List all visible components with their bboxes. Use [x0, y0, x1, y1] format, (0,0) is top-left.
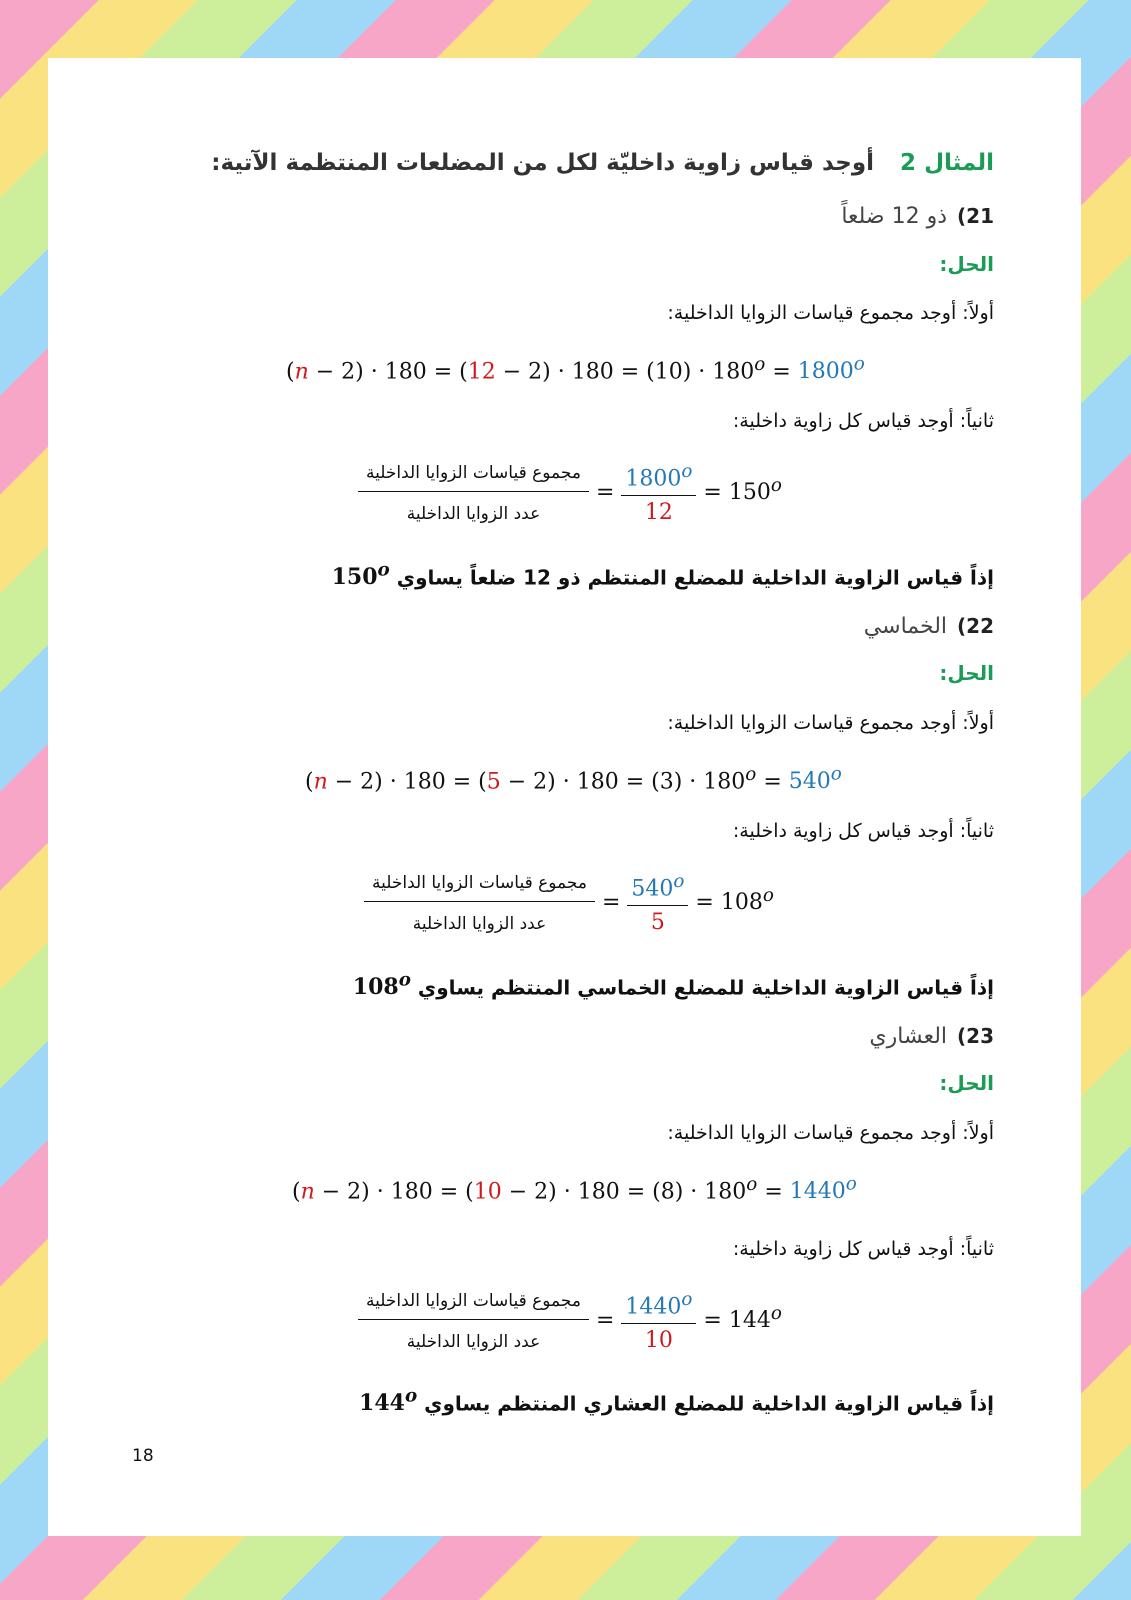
sum-value: 1440 — [789, 1179, 846, 1205]
step-one-text: أولاً: أوجد مجموع قياسات الزوايا الداخلية: — [667, 712, 994, 734]
fraction-denominator: عدد الزوايا الداخلية — [406, 503, 541, 524]
fraction-numerator: مجموع قياسات الزوايا الداخلية — [358, 1291, 589, 1320]
sum-value: 540 — [788, 769, 831, 795]
word-fraction — [364, 873, 595, 934]
paren-value: (10) — [646, 359, 692, 385]
word-fraction — [358, 1291, 589, 1352]
problem-number: 21) — [957, 204, 994, 228]
conclusion-value: 108 — [352, 974, 399, 1001]
fraction-den: 10 — [644, 1328, 673, 1354]
step-two-text: ثانياً: أوجد قياس كل زاوية داخلية: — [732, 410, 994, 432]
step-one-text: أولاً: أوجد مجموع قياسات الزوايا الداخلية: — [667, 1122, 994, 1144]
problem-name: الخماسي — [863, 614, 948, 639]
fraction-sum: 540 — [631, 876, 674, 902]
conclusion: إذاً قياس الزاوية الداخلية للمضلع الخماسي المنتظم يساوي 108$^o$ — [352, 970, 994, 1001]
conclusion-value: 144 — [359, 1390, 405, 1417]
problem-title — [841, 204, 994, 229]
fraction-denominator: عدد الزوايا الداخلية — [412, 913, 547, 934]
angle-equation: $\frac{\text{مجموع قياسات الزوايا الداخلية}}{\text{عدد الزوايا الداخلية}}$ = $\frac{540^o}{5}$ = $108^o$ — [364, 871, 774, 935]
fraction-numerator: مجموع قياسات الزوايا الداخلية — [358, 463, 589, 492]
angle-result: 108 — [720, 890, 763, 916]
value-fraction: $\frac{1440^o}{10}$ — [621, 1289, 696, 1353]
conclusion: إذاً قياس الزاوية الداخلية للمضلع العشاري المنتظم يساوي 144$^o$ — [359, 1386, 994, 1417]
sum-equation: $(n - 2) \cdot 180 = (5 - 2) \cdot 180 = (3) \cdot 180^o = 540^o$ — [305, 764, 842, 795]
problem-title — [864, 614, 994, 639]
step-one-text: أولاً: أوجد مجموع قياسات الزوايا الداخلية: — [667, 302, 994, 324]
sum-equation: $(n - 2) \cdot 180 = (10 - 2) \cdot 180 = (8) \cdot 180^o = 1440^o$ — [292, 1174, 857, 1205]
paren-value: (3) — [651, 769, 683, 795]
angle-equation: $\frac{\text{مجموع قياسات الزوايا الداخلية}}{\text{عدد الزوايا الداخلية}}$ = $\frac{1440^o}{10}$ = $144^o$ — [358, 1289, 782, 1353]
fraction-sum: 1440 — [625, 1294, 682, 1320]
fraction-denominator: عدد الزوايا الداخلية — [406, 1331, 541, 1352]
sum-value: 1800 — [797, 359, 854, 385]
conclusion-text: إذاً قياس الزاوية الداخلية للمضلع الخماسي المنتظم يساوي — [417, 975, 994, 1000]
conclusion-text: إذاً قياس الزاوية الداخلية للمضلع المنتظم ذو 12 ضلعاً يساوي — [396, 565, 994, 590]
var-n: n — [294, 359, 309, 385]
fraction-den: 12 — [644, 500, 673, 526]
solution-label: الحل: — [939, 252, 994, 276]
value-fraction: $\frac{1800^o}{12}$ — [621, 461, 696, 525]
word-fraction — [358, 463, 589, 524]
solution-label: الحل: — [939, 661, 994, 685]
value-fraction: $\frac{540^o}{5}$ — [627, 871, 688, 935]
step-two-text: ثانياً: أوجد قياس كل زاوية داخلية: — [732, 1238, 994, 1260]
angle-result: 150 — [728, 480, 771, 506]
example-instruction: أوجد قياس زاوية داخليّة لكل من المضلعات المنتظمة الآتية: — [211, 150, 875, 176]
fraction-numerator: مجموع قياسات الزوايا الداخلية — [364, 873, 595, 902]
sides-value: 5 — [486, 769, 501, 795]
sides-value: 10 — [473, 1179, 502, 1205]
example-header — [211, 150, 994, 176]
conclusion-value: 150 — [331, 564, 378, 591]
problem-number: 23) — [957, 1024, 994, 1048]
conclusion-text: إذاً قياس الزاوية الداخلية للمضلع العشاري المنتظم يساوي — [424, 1391, 994, 1416]
angle-equation: $\frac{\text{مجموع قياسات الزوايا الداخلية}}{\text{عدد الزوايا الداخلية}}$ = $\frac{1800^o}{12}$ = $150^o$ — [358, 461, 782, 525]
problem-number: 22) — [957, 614, 994, 638]
conclusion: إذاً قياس الزاوية الداخلية للمضلع المنتظم ذو 12 ضلعاً يساوي 150$^o$ — [331, 560, 994, 591]
sum-equation: $(n - 2) \cdot 180 = (12 - 2) \cdot 180 = (10) \cdot 180^o = 1800^o$ — [286, 354, 865, 385]
page-sheet — [48, 58, 1081, 1536]
var-n: n — [313, 769, 328, 795]
problem-name: العشاري — [869, 1024, 948, 1049]
fraction-sum: 1800 — [625, 466, 682, 492]
solution-label: الحل: — [939, 1071, 994, 1095]
problem-name: ذو 12 ضلعاً — [841, 204, 948, 229]
page-number: 18 — [132, 1446, 154, 1466]
paren-value: (8) — [652, 1179, 684, 1205]
sides-value: 12 — [467, 359, 496, 385]
step-two-text: ثانياً: أوجد قياس كل زاوية داخلية: — [732, 820, 994, 842]
problem-title — [869, 1024, 994, 1049]
var-n: n — [300, 1179, 315, 1205]
angle-result: 144 — [728, 1308, 771, 1334]
example-label: المثال 2 — [900, 150, 994, 176]
fraction-den: 5 — [650, 910, 665, 936]
